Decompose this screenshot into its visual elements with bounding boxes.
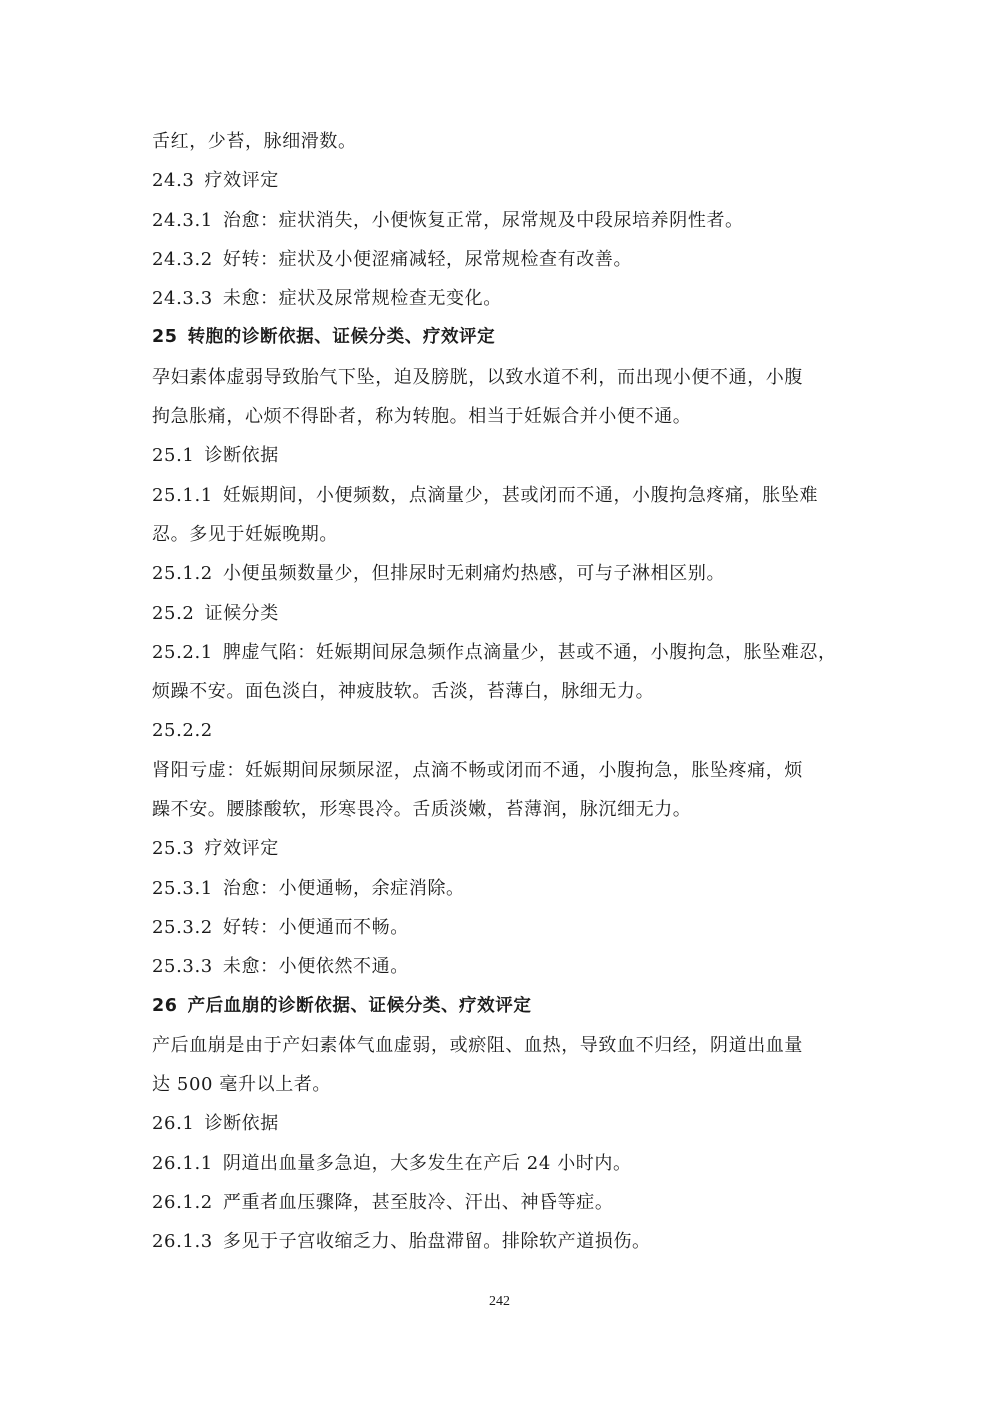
line-text: 治愈：小便通畅，余症消除。 (222, 877, 465, 899)
section-number: 25.3.1 (152, 877, 213, 899)
numbered-paragraph (152, 279, 852, 318)
line-text: 诊断依据 (204, 445, 279, 467)
body-text-line (152, 358, 852, 397)
section-number: 25.1.2 (152, 563, 213, 585)
line-text: 好转：症状及小便涩痛减轻，尿常规检查有改善。 (222, 248, 633, 270)
section-number: 24.3.3 (152, 288, 213, 310)
line-text: 未愈：症状及尿常规检查无变化。 (222, 288, 502, 310)
section-heading (152, 987, 852, 1026)
line-text: 达 500 毫升以上者。 (152, 1074, 331, 1096)
line-text: 治愈：症状消失，小便恢复正常，尿常规及中段尿培养阴性者。 (222, 209, 744, 231)
line-text: 产后血崩是由于产妇素体气血虚弱，或瘀阻、血热，导致血不归经，阴道出血量 (152, 1034, 803, 1056)
line-text: 忍。多见于妊娠晚期。 (152, 523, 338, 545)
line-text: 孕妇素体虚弱导致胎气下坠，迫及膀胱，以致水道不利，而出现小便不通，小腹 (152, 366, 803, 388)
line-text: 多见于子宫收缩乏力、胎盘滞留。排除软产道损伤。 (222, 1231, 651, 1253)
section-number: 24.3.2 (152, 248, 213, 270)
section-number: 26 (152, 995, 178, 1016)
section-heading (152, 318, 852, 357)
section-number: 26.1 (152, 1113, 195, 1135)
page-body (152, 122, 852, 1262)
line-text: 阴道出血量多急迫，大多发生在产后 24 小时内。 (222, 1152, 632, 1174)
line-text: 疗效评定 (204, 170, 279, 192)
line-text: 躁不安。腰膝酸软，形寒畏冷。舌质淡嫩，苔薄润，脉沉细无力。 (152, 799, 692, 821)
body-text-line (152, 1026, 852, 1065)
section-number: 25 (152, 327, 178, 348)
page-number: 242 (489, 1294, 510, 1309)
numbered-paragraph (152, 869, 852, 908)
body-text-line (152, 122, 852, 161)
line-text: 烦躁不安。面色淡白，神疲肢软。舌淡，苔薄白，脉细无力。 (152, 681, 655, 703)
line-text: 舌红，少苔，脉细滑数。 (152, 131, 357, 152)
section-number: 25.3.2 (152, 916, 213, 938)
body-text-line (152, 515, 852, 554)
section-number: 26.1.2 (152, 1192, 213, 1214)
section-number: 25.2 (152, 602, 195, 624)
line-text: 严重者血压骤降，甚至肢冷、汗出、神昏等症。 (222, 1192, 614, 1214)
numbered-paragraph (152, 436, 852, 475)
numbered-paragraph (152, 1104, 852, 1143)
line-text: 小便虽频数量少，但排尿时无刺痛灼热感，可与子淋相区别。 (222, 563, 726, 585)
line-text: 拘急胀痛，心烦不得卧者，称为转胞。相当于妊娠合并小便不通。 (152, 406, 692, 428)
line-text: 产后血崩的诊断依据、证候分类、疗效评定 (187, 995, 532, 1016)
line-text: 好转：小便通而不畅。 (222, 916, 409, 938)
numbered-paragraph (152, 633, 852, 672)
numbered-paragraph (152, 240, 852, 279)
body-text-line (152, 1065, 852, 1104)
line-text: 转胞的诊断依据、证候分类、疗效评定 (187, 327, 496, 348)
numbered-paragraph (152, 594, 852, 633)
section-number: 25.3.3 (152, 956, 213, 978)
numbered-paragraph (152, 201, 852, 240)
numbered-paragraph (152, 908, 852, 947)
body-text-line (152, 397, 852, 436)
body-text-line (152, 711, 852, 750)
body-text-line (152, 790, 852, 829)
section-number: 26.1.1 (152, 1152, 213, 1174)
numbered-paragraph (152, 947, 852, 986)
body-text-line (152, 672, 852, 711)
section-number: 25.2.1 (152, 641, 213, 663)
numbered-paragraph (152, 1144, 852, 1183)
line-text: 疗效评定 (204, 838, 279, 860)
numbered-paragraph (152, 1183, 852, 1222)
line-text: 肾阳亏虚：妊娠期间尿频尿涩，点滴不畅或闭而不通，小腹拘急，胀坠疼痛，烦 (152, 759, 803, 781)
body-text-line (152, 751, 852, 790)
section-number: 24.3 (152, 170, 195, 192)
numbered-paragraph (152, 161, 852, 200)
section-number: 25.1.1 (152, 484, 213, 506)
line-text: 妊娠期间，小便频数，点滴量少，甚或闭而不通，小腹拘急疼痛，胀坠难 (222, 484, 819, 506)
section-number: 25.3 (152, 838, 195, 860)
section-number: 25.1 (152, 445, 195, 467)
line-text: 脾虚气陷：妊娠期间尿急频作点滴量少，甚或不通，小腹拘急，胀坠难忍， (222, 641, 837, 663)
line-text: 未愈：小便依然不通。 (222, 956, 409, 978)
line-text: 诊断依据 (204, 1113, 279, 1135)
numbered-paragraph (152, 554, 852, 593)
section-number: 26.1.3 (152, 1231, 213, 1253)
numbered-paragraph (152, 476, 852, 515)
line-text: 25.2.2 (152, 720, 213, 742)
numbered-paragraph (152, 829, 852, 868)
line-text: 证候分类 (204, 602, 279, 624)
numbered-paragraph (152, 1222, 852, 1261)
section-number: 24.3.1 (152, 209, 213, 231)
